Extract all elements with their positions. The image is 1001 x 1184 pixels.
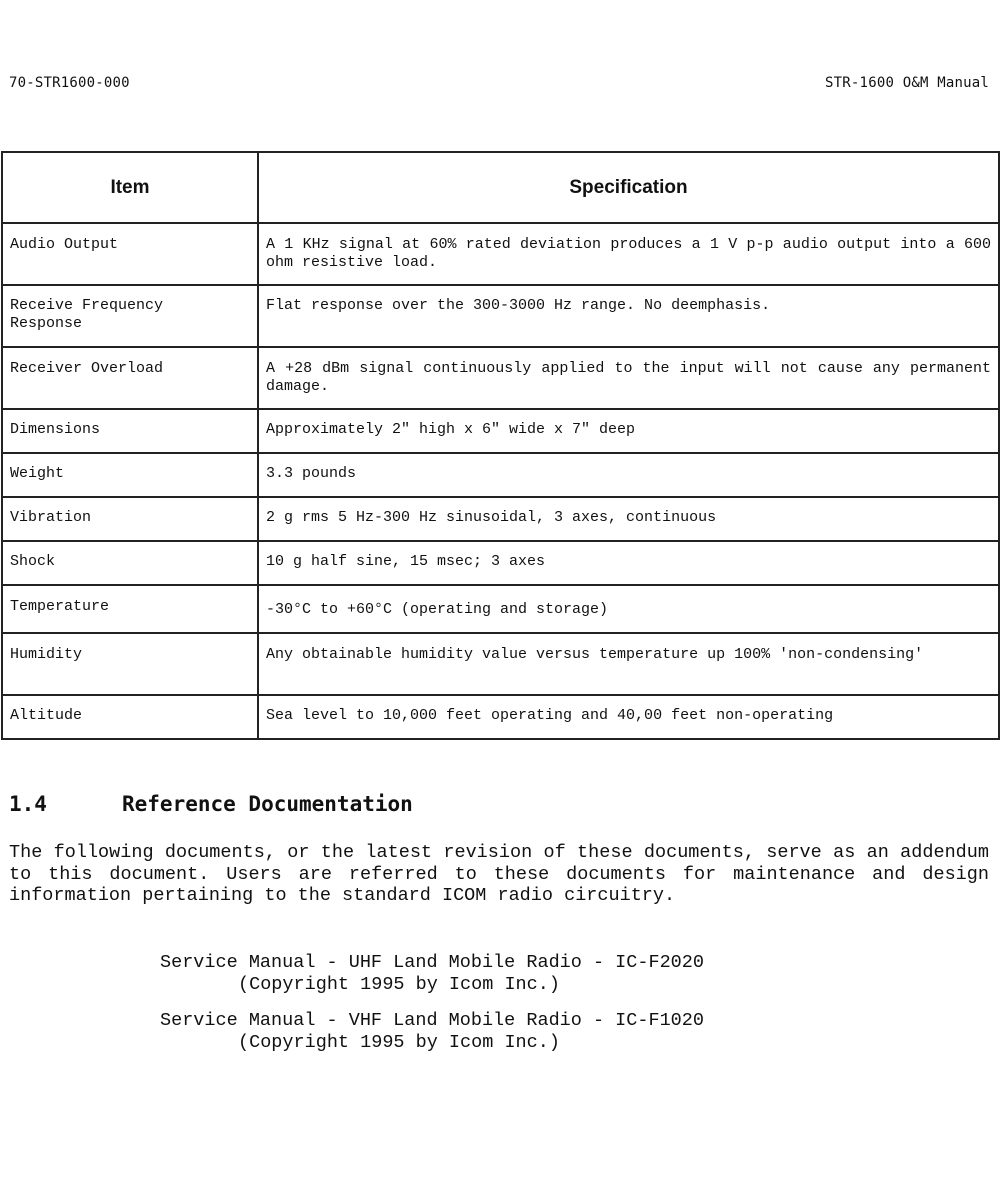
table-row xyxy=(2,223,999,285)
manual-title: STR-1600 O&M Manual xyxy=(825,75,989,91)
item-cell: Altitude xyxy=(2,695,258,739)
reference-copyright: (Copyright 1995 by Icom Inc.) xyxy=(238,973,560,995)
table-row xyxy=(2,541,999,585)
item-cell: Shock xyxy=(2,541,258,585)
reference-copyright: (Copyright 1995 by Icom Inc.) xyxy=(238,1031,560,1053)
section-paragraph: The following documents, or the latest revision of these documents, serve as an addendum to this document. Users are referred to these documents for maintenance and design information pertaining to the standard ICOM radio circuitry. xyxy=(9,842,989,906)
spec-cell: 2 g rms 5 Hz-300 Hz sinusoidal, 3 axes, continuous xyxy=(258,497,999,541)
table-header-row xyxy=(2,152,999,223)
table-row xyxy=(2,695,999,739)
column-header-specification: Specification xyxy=(258,152,999,223)
list-item xyxy=(160,952,704,995)
reference-title: Service Manual - VHF Land Mobile Radio - IC-F1020 xyxy=(160,1010,704,1031)
spec-cell: 10 g half sine, 15 msec; 3 axes xyxy=(258,541,999,585)
item-cell: Audio Output xyxy=(2,223,258,285)
item-cell: Receive Frequency Response xyxy=(2,285,258,347)
document-number: 70-STR1600-000 xyxy=(9,75,130,91)
section-title: Reference Documentation xyxy=(122,792,413,816)
item-cell: Receiver Overload xyxy=(2,347,258,409)
section-number: 1.4 xyxy=(9,792,47,816)
list-item xyxy=(160,1010,704,1053)
spec-cell: A 1 KHz signal at 60% rated deviation produces a 1 V p-p audio output into a 600 ohm resistive load. xyxy=(258,223,999,285)
spec-cell: Flat response over the 300-3000 Hz range. No deemphasis. xyxy=(258,285,999,347)
table-row xyxy=(2,409,999,453)
table-row xyxy=(2,633,999,695)
table-row xyxy=(2,347,999,409)
specification-table xyxy=(1,151,1000,740)
reference-title: Service Manual - UHF Land Mobile Radio - IC-F2020 xyxy=(160,952,704,973)
item-cell: Vibration xyxy=(2,497,258,541)
section-heading xyxy=(9,792,413,816)
reference-list xyxy=(160,952,704,1068)
table-row xyxy=(2,585,999,633)
item-cell: Dimensions xyxy=(2,409,258,453)
item-cell: Humidity xyxy=(2,633,258,695)
table-row xyxy=(2,497,999,541)
table-row xyxy=(2,285,999,347)
spec-cell: -30°C to +60°C (operating and storage) xyxy=(258,585,999,633)
table-row xyxy=(2,453,999,497)
spec-cell: Sea level to 10,000 feet operating and 40,00 feet non-operating xyxy=(258,695,999,739)
spec-cell: Any obtainable humidity value versus temperature up 100% 'non-condensing' xyxy=(258,633,999,695)
column-header-item: Item xyxy=(2,152,258,223)
spec-cell: 3.3 pounds xyxy=(258,453,999,497)
item-cell: Temperature xyxy=(2,585,258,633)
spec-cell: A +28 dBm signal continuously applied to the input will not cause any permanent damage. xyxy=(258,347,999,409)
item-cell: Weight xyxy=(2,453,258,497)
spec-cell: Approximately 2" high x 6" wide x 7" deep xyxy=(258,409,999,453)
